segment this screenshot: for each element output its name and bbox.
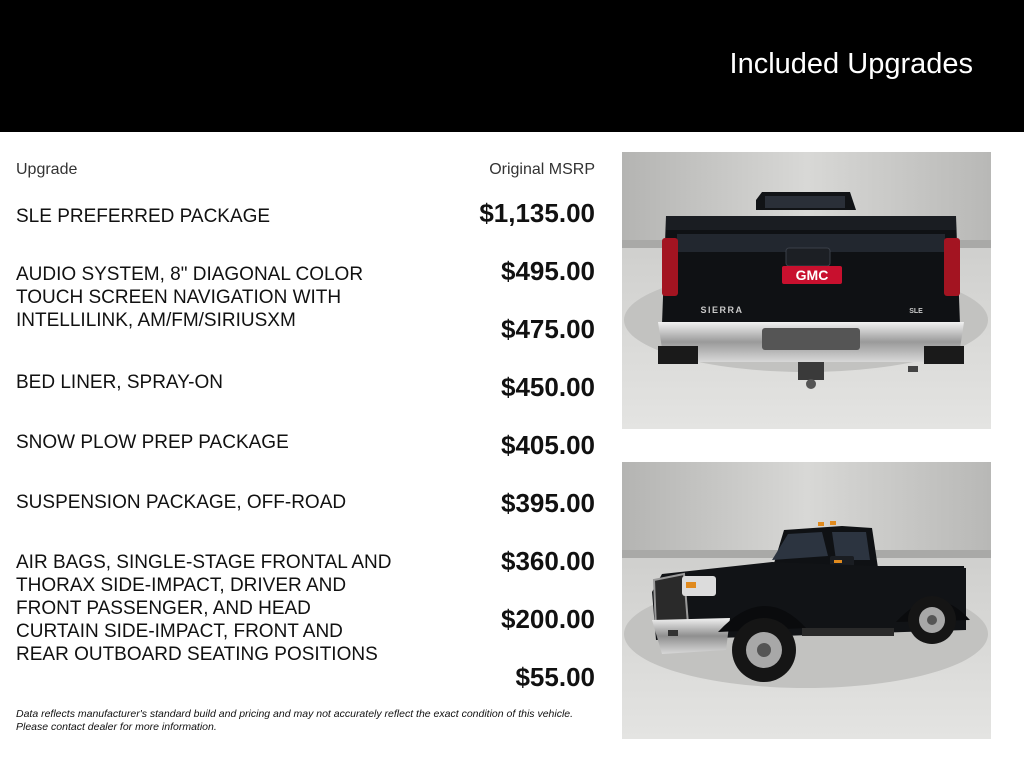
msrp-column-header: Original MSRP <box>489 161 595 178</box>
price-7: $360.00 <box>501 546 595 576</box>
sierra-badge: SIERRA <box>700 305 744 315</box>
price-8: $200.00 <box>501 604 595 634</box>
upgrade-item-snow-plow: SNOW PLOW PREP PACKAGE <box>16 432 289 453</box>
upgrade-item-sle-preferred: SLE PREFERRED PACKAGE <box>16 206 271 227</box>
price-6: $395.00 <box>501 488 595 518</box>
sle-badge: SLE <box>909 308 923 315</box>
disclaimer-text: Data reflects manufacturer's standard build and pricing and may not accurately reflect the exact condition of this vehicle. Please contact dealer for more information. <box>16 708 574 733</box>
price-3: $475.00 <box>501 314 595 344</box>
upgrade-item-air-bags: AIR BAGS, SINGLE-STAGE FRONTAL AND THORAX SIDE-IMPACT, DRIVER AND FRONT PASSENGER, AND HEAD CURTAIN SIDE-IMPACT, FRONT AND REAR OUTBOARD SEATING POSITIONS <box>16 552 392 665</box>
truck-side-photo <box>622 462 991 739</box>
gmc-badge: GMC <box>795 267 829 283</box>
price-9: $55.00 <box>515 662 595 692</box>
price-1: $1,135.00 <box>479 198 595 228</box>
upgrade-column-header: Upgrade <box>16 161 78 178</box>
page-title: Included Upgrades <box>729 48 973 80</box>
price-4: $450.00 <box>501 372 595 402</box>
price-2: $495.00 <box>501 256 595 286</box>
upgrade-item-audio-system: AUDIO SYSTEM, 8" DIAGONAL COLOR TOUCH SCREEN NAVIGATION WITH INTELLILINK, AM/FM/SIRIUSXM <box>16 264 364 331</box>
truck-rear-photo <box>622 152 991 429</box>
price-5: $405.00 <box>501 430 595 460</box>
upgrade-item-suspension: SUSPENSION PACKAGE, OFF-ROAD <box>16 492 347 513</box>
upgrade-item-bed-liner: BED LINER, SPRAY-ON <box>16 372 223 393</box>
header-bar <box>0 0 1024 132</box>
